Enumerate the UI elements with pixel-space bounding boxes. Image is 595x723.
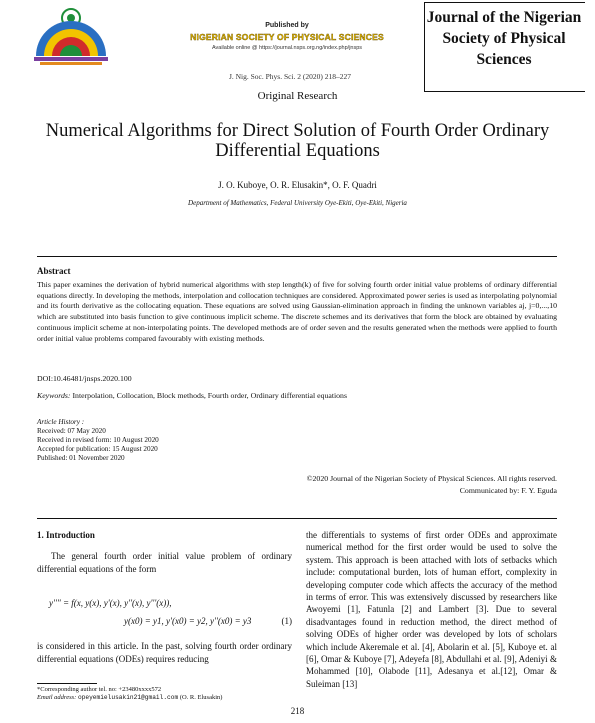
history-published: Published: 01 November 2020 bbox=[37, 454, 125, 462]
history-revised: Received in revised form: 10 August 2020 bbox=[37, 436, 159, 444]
copyright-notice: ©2020 Journal of the Nigerian Society of Physical Sciences. All rights reserved. bbox=[306, 474, 557, 483]
page-number: 218 bbox=[290, 706, 305, 716]
society-logo bbox=[30, 6, 112, 68]
footnote-divider bbox=[37, 683, 97, 684]
published-by-label: Published by bbox=[265, 22, 309, 29]
doi-link[interactable]: DOI:10.46481/jnsps.2020.100 bbox=[37, 374, 132, 383]
history-heading: Article History : bbox=[37, 418, 85, 426]
intro-right-column: the differentials to systems of first order ODEs and approximate numerical method for the first order would be used to solve the system. This approach is been attached with lots of setbacks which include: computational burden, lots of human effort, complexity in developing computer code which affects the accuracy of the method in terms of error. This was extensively discussed by researchers like Awoyemi [1], Fatunla [2] and Lambert [3]. Due to several disadvantages found in reduction method, the direct method of solving ODEs of higher order was developed by lots of scholars which include Akeremale et al. [4], Abolarin et al. [5], Kuboye et. al [6], Omar & Kuboye [7], Adeyefa [8], Abdullahi et al. [9], Adeniyi & Mohammed [10], Olabode [11], Adesanya et al.[12], Omar & Suleiman [13] bbox=[306, 530, 557, 689]
affiliation: Department of Mathematics, Federal University Oye-Ekiti, Oye-Ekiti, Nigeria bbox=[188, 199, 407, 207]
intro-paragraph-2: is considered in this article. In the past, solving fourth order ordinary differential equations (ODEs) requires reducing bbox=[37, 641, 292, 664]
keywords-label: Keywords: bbox=[37, 391, 71, 400]
divider-bottom bbox=[37, 518, 557, 519]
citation: J. Nig. Soc. Phys. Sci. 2 (2020) 218–227 bbox=[228, 72, 352, 81]
footnote-email bbox=[37, 694, 222, 701]
section-heading-introduction: 1. Introduction bbox=[37, 530, 95, 540]
equation-line-1: y'''' = f(x, y(x), y'(x), y''(x), y'''(x)), bbox=[49, 598, 172, 608]
divider-top bbox=[37, 256, 557, 257]
abstract-heading: Abstract bbox=[37, 266, 71, 276]
author-list: J. O. Kuboye, O. R. Elusakin*, O. F. Quadri bbox=[218, 180, 377, 190]
email-label: Email address: bbox=[37, 694, 77, 701]
history-accepted: Accepted for publication: 15 August 2020 bbox=[37, 445, 158, 453]
equation-1 bbox=[37, 598, 292, 630]
journal-title: Journal of the Nigerian Society of Physical Sciences bbox=[426, 9, 582, 68]
article-type: Original Research bbox=[257, 90, 338, 102]
footnote-corresponding: *Corresponding author tel. no: +23480xxxx572 bbox=[37, 686, 162, 693]
paper-title: Numerical Algorithms for Direct Solution of Fourth Order Ordinary Differential Equations bbox=[45, 121, 550, 161]
email-link[interactable]: opeyemielusakin21@gmail.com bbox=[77, 694, 179, 701]
abstract-text: This paper examines the derivation of hybrid numerical algorithms with step length(k) of five for solving fourth order initial value problems of ordinary differential equations directly. In developing the methods, interpolation and collocation techniques are considered. Approximated power series is used as interpolating polynomial and its fourth derivative as the collocating equation. These equations are solved using Gaussian-elimination approach in finding the unknown variables aj, j=0,...,10 which are substituted into basis function to give continuous implicit scheme. The discrete schemes and its derivatives that form the block are obtained by evaluating continuous implicit scheme at non-interpolating points. The developed methods are of order seven and the results generated when the methods were applied to fourth order initial value problems compared favourably with existing methods. bbox=[37, 280, 557, 343]
email-owner: (O. R. Elusakin) bbox=[179, 694, 223, 701]
intro-paragraph-1: The general fourth order initial value problem of ordinary differential equations of the form bbox=[37, 551, 292, 574]
equation-number: (1) bbox=[281, 616, 292, 626]
society-banner: NIGERIAN SOCIETY OF PHYSICAL SCIENCES bbox=[190, 32, 384, 42]
communicated-by: Communicated by: F. Y. Eguda bbox=[459, 486, 557, 495]
keywords-list: Interpolation, Collocation, Block methods, Fourth order, Ordinary differential equations bbox=[72, 391, 347, 400]
equation-line-2: y(x0) = y1, y'(x0) = y2, y''(x0) = y3 bbox=[124, 616, 252, 626]
available-online-link[interactable]: Available online @ https://journal.nsps.org.ng/index.php/jnsps bbox=[211, 45, 363, 51]
keywords bbox=[37, 391, 557, 400]
history-received: Received: 07 May 2020 bbox=[37, 427, 106, 435]
